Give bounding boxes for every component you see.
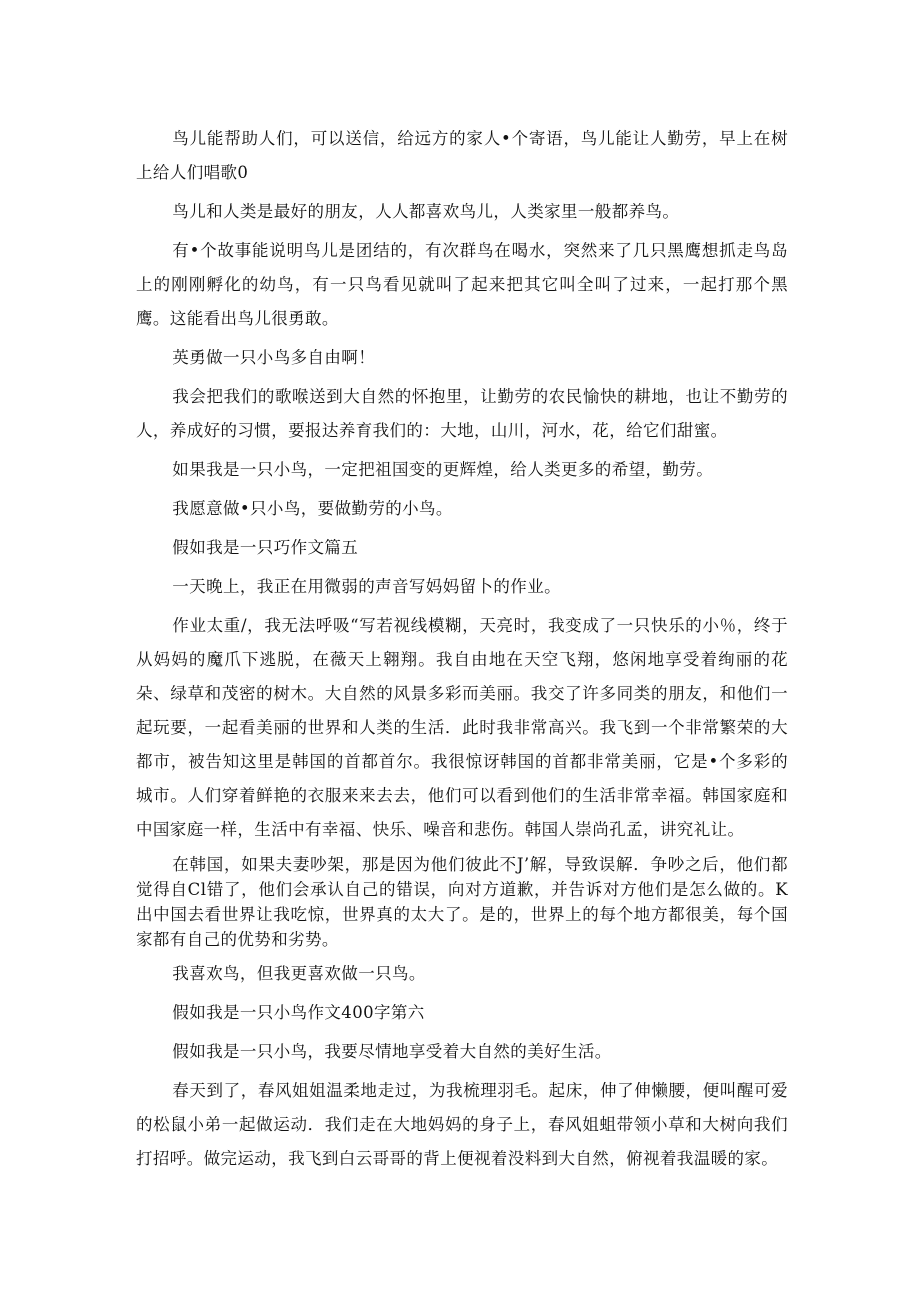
section-heading-5: 假如我是一只巧作文篇五 (172, 538, 359, 557)
document-body (136, 122, 788, 1181)
paragraph-3: 有•个故事能说明鸟儿是团结的，有次群鸟在喝水，突然来了几只黑鹰想抓走鸟岛上的刚刚孵化的幼鸟，有一只鸟看见就叫了起来把其它叫全叫了过来，一起打那个黑鹰。这能看出鸟儿很勇敢。 (136, 241, 788, 328)
paragraph-2: 鸟儿和人类是最好的朋友，人人都喜欢鸟儿，人类家里一般都养鸟。 (172, 202, 680, 221)
paragraph-9: 作业太重/，我无法呼吸“写若视线模糊，天亮时，我变成了一只快乐的小％，终于从妈妈的魔爪下逃脱，在薇天上翱翔。我自由地在天空飞翔，悠闲地享受着绚丽的花朵、绿草和茂密的树木。大自然的风景多彩而美丽。我交了许多同类的朋友，和他们一起玩要，一起看美丽的世界和人类的生活．此时我非常高兴。我飞到一个非常繁荣的大都市，被告知这里是韩国的首都首尔。我很惊讶韩国的首都非常美丽，它是•个多彩的城市。人们穿着鲜艳的衣服来来去去，他们可以看到他们的生活非常幸福。韩国家庭和中国家庭一样，生活中有幸福、快乐、噪音和悲伤。韩国人崇尚孔孟，讲究礼让。 (136, 616, 788, 839)
paragraph-10: 在韩国，如果夫妻吵架，那是因为他们彼此不J’解，导致误解．争吵之后，他们都觉得自Cl错了，他们会承认自己的错误，向对方道歉，并告诉对方他们是怎么做的。K出中国去看世界让我吃惊，世界真的太大了。是的，世界上的每个地方都很美，每个国家都有自己的优势和劣势。 (136, 855, 788, 949)
paragraph-12: 假如我是一只小鸟，我要尽情地享受着大自然的美好生活。 (172, 1042, 612, 1061)
paragraph-11: 我喜欢鸟，但我更喜欢做一只鸟。 (172, 964, 426, 983)
paragraph-5: 我会把我们的歌喉送到大自然的怀抱里，让勤劳的农民愉快的耕地，也让不勤劳的人，养成好的习惯，要报达养育我们的：大地，山川，河水，花，给它们甜蜜。 (136, 387, 788, 440)
paragraph-13: 春天到了，春风姐姐温柔地走过，为我梳理羽毛。起床，伸了伸懒腰，便叫醒可爱的松鼠小弟一起做运动．我们走在大地妈妈的身子上，春风姐蛆带领小草和大树向我们打招呼。做完运动，我飞到白云哥哥的背上便视着没料到大自然，俯视着我温暖的家。 (136, 1081, 788, 1168)
paragraph-4: 英勇做一只小鸟多自由啊！ (172, 348, 376, 367)
section-heading-6: 假如我是一只小鸟作文400字第六 (172, 1003, 425, 1022)
paragraph-1: 鸟儿能帮助人们，可以送信，给远方的家人•个寄语，鸟儿能让人勤劳，早上在树上给人们唱歌0 (136, 129, 788, 182)
paragraph-8: 一天晚上，我正在用微弱的声音写妈妈留卜的作业。 (172, 577, 561, 596)
paragraph-7: 我愿意做•只小鸟，要做勤劳的小鸟。 (172, 499, 453, 518)
paragraph-6: 如果我是一只小鸟，一定把祖国变的更辉煌，给人类更多的希望，勤劳。 (172, 460, 714, 479)
